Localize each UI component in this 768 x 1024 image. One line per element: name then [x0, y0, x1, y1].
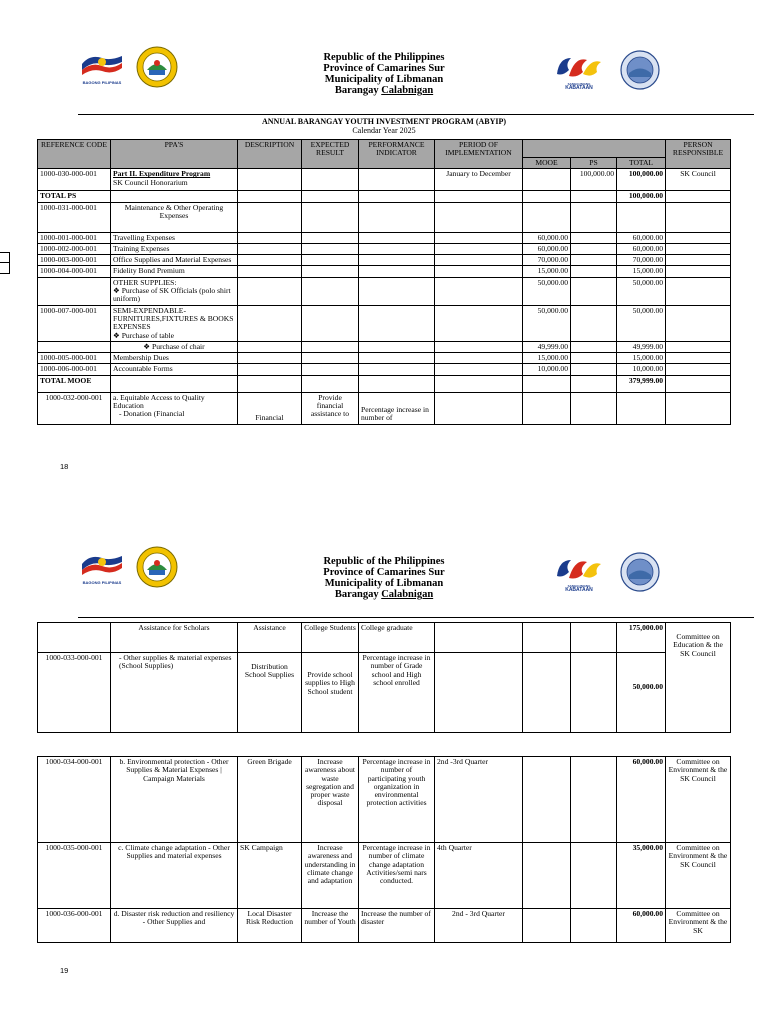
table-row: 1000-004-000-001 Fidelity Bond Premium 15,000.00 15,000.00	[38, 266, 731, 277]
sk-logo-sub: SANGGUNIANG	[567, 584, 591, 588]
table-row: 1000-003-000-001 Office Supplies and Material Expenses 70,000.00 70,000.00	[38, 255, 731, 266]
header-line-municipality: Municipality of Libmanan	[324, 74, 444, 85]
row-total: 100,000.00	[617, 169, 666, 191]
table-row: 1000-035-000-001 c. Climate change adaptation - Other Supplies and material expenses SK Campaign Increase awareness and understanding in climate change and adaptation Percentage increase in number of climate change adaptation Activities/semi nars conducted. 4th Quarter 35,000.00 Committee on Environment & the SK Council	[38, 843, 731, 909]
table-row: 1000-033-000-001 - Other supplies & material expenses (School Supplies) Distribution School Supplies Provide school supplies to High School student Percentage increase in number of Grade school and High school enrolled 50,000.00	[38, 653, 731, 733]
sk-logo-label: KABATAAN	[565, 587, 593, 593]
page-number: 19	[60, 966, 69, 975]
municipal-seal-logo	[136, 546, 178, 593]
sk-logo-sub: SANGGUNIANG	[567, 82, 591, 86]
abyip-table-page2-b	[37, 756, 731, 943]
bagong-pilipinas-label: BAGONG PILIPINAS	[82, 80, 122, 85]
table-row: OTHER SUPPLIES: ❖ Purchase of SK Officials (polo shirt uniform) 50,000.00 50,000.00	[38, 277, 731, 305]
col-mooe: MOOE	[523, 158, 571, 169]
sangguniang-kabataan-logo	[553, 52, 605, 91]
table-row: 1000-032-000-001 a. Equitable Access to Quality Education - Donation (Financial Financial Provide financial assistance to Percentage increase in number of	[38, 392, 731, 424]
header-line-republic: Republic of the Philippines	[323, 52, 445, 63]
table-row: ❖ Purchase of chair 49,999.00 49,999.00	[38, 341, 731, 352]
table-row: 1000-001-000-001 Travelling Expenses 60,000.00 60,000.00	[38, 232, 731, 243]
header-text	[284, 52, 484, 96]
abyip-table-page1	[37, 139, 731, 425]
header-line-province: Province of Camarines Sur	[323, 567, 445, 578]
page-header	[0, 42, 768, 112]
header-line-province: Province of Camarines Sur	[323, 63, 445, 74]
header-rule	[78, 617, 754, 618]
barangay-seal-logo	[620, 552, 660, 597]
table-row: 1000-005-000-001 Membership Dues 15,000.00 15,000.00	[38, 353, 731, 364]
row-ref: 1000-030-000-001	[38, 169, 111, 191]
table-row: 1000-031-000-001 Maintenance & Other Operating Expenses	[38, 202, 731, 232]
row-ps: 100,000.00	[571, 169, 617, 191]
page-header	[0, 542, 768, 612]
barangay-seal-logo	[620, 50, 660, 95]
row-ppa: Part II. Expenditure Program SK Council Honorarium	[111, 169, 238, 191]
header-line-barangay: Barangay Calabnigan	[334, 85, 434, 96]
row-period: January to December	[435, 169, 523, 191]
col-budget-group	[523, 140, 666, 158]
bagong-pilipinas-label: BAGONG PILIPINAS	[82, 580, 122, 585]
col-period: PERIOD OF IMPLEMENTATION	[435, 140, 523, 169]
table-row: Assistance for Scholars Assistance College Students College graduate 175,000.00 Committee on Education & the SK Council	[38, 623, 731, 653]
program-title: ANNUAL BARANGAY YOUTH INVESTMENT PROGRAM (ABYIP)	[261, 117, 507, 126]
bagong-pilipinas-logo	[80, 550, 124, 585]
header-line-barangay: Barangay Calabnigan	[334, 589, 434, 600]
document-title	[0, 118, 768, 126]
page-number: 18	[60, 462, 69, 471]
table-row: 1000-002-000-001 Training Expenses 60,000.00 60,000.00	[38, 243, 731, 254]
table-header-row	[38, 140, 731, 158]
col-performance-indicator: PERFORMANCE INDICATOR	[359, 140, 435, 169]
abyip-table-page2-a	[37, 622, 731, 733]
municipal-seal-logo	[136, 46, 178, 93]
col-description: DESCRIPTION	[238, 140, 302, 169]
total-mooe-row: TOTAL MOOE 379,999.00	[38, 375, 731, 392]
col-reference-code: REFERENCE CODE	[38, 140, 111, 169]
total-ps-row: TOTAL PS 100,000.00	[38, 191, 731, 202]
calendar-year: Calendar Year 2025	[352, 126, 416, 135]
col-person-responsible: PERSON RESPONSIBLE	[666, 140, 731, 169]
row-person: SK Council	[666, 169, 731, 191]
side-marker	[0, 252, 10, 274]
table-row: 1000-036-000-001 d. Disaster risk reduction and resiliency - Other Supplies and Local Disaster Risk Reduction Increase the number of Youth Increase the number of disaster 2nd - 3rd Quarter 60,000.00 Committee on Environment & the SK	[38, 909, 731, 943]
table-row: 1000-007-000-001 SEMI-EXPENDABLE- FURNITURES,FIXTURES & BOOKS EXPENSES ❖ Purchase of table 50,000.00 50,000.00	[38, 305, 731, 341]
page-19	[0, 500, 768, 1020]
col-ps: PS	[571, 158, 617, 169]
sangguniang-kabataan-logo	[553, 554, 605, 593]
col-expected-result: EXPECTED RESULT	[302, 140, 359, 169]
header-text	[284, 556, 484, 600]
col-total: TOTAL	[617, 158, 666, 169]
header-line-republic: Republic of the Philippines	[323, 556, 445, 567]
header-rule	[78, 114, 754, 115]
header-line-municipality: Municipality of Libmanan	[324, 578, 444, 589]
table-row: 1000-034-000-001 b. Environmental protection - Other Supplies & Material Expenses | Campaign Materials Green Brigade Increase awareness about waste segregation and proper waste disposal Percentage increase in number of participating youth organization in environmental protection activities 2nd -3rd Quarter 60,000.00 Committee on Environment & the SK Council	[38, 757, 731, 843]
col-ppas: PPA'S	[111, 140, 238, 169]
table-row	[38, 169, 731, 191]
bagong-pilipinas-logo	[80, 50, 124, 85]
table-row: 1000-006-000-001 Accountable Forms 10,000.00 10,000.00	[38, 364, 731, 375]
sk-logo-label: KABATAAN	[565, 85, 593, 91]
page-18	[0, 0, 768, 490]
